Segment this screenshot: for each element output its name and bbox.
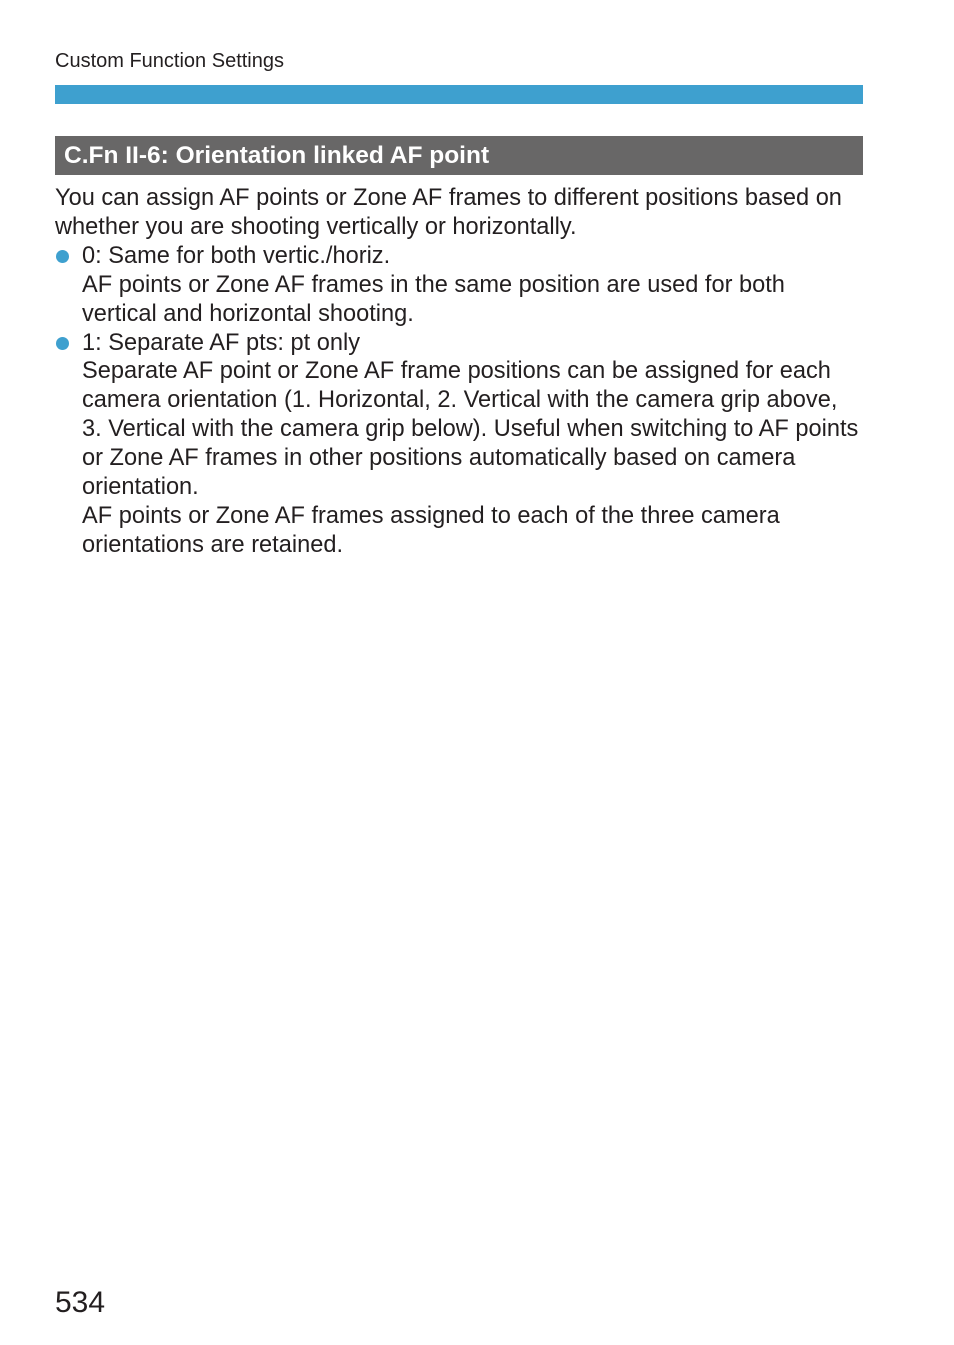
- section-title-bar: [55, 136, 863, 175]
- page-number: 534: [55, 1286, 106, 1319]
- option-description: AF points or Zone AF frames in the same position are used for both vertical and horizontal shooting.: [82, 271, 785, 327]
- option-title: 0: Same for both vertic./horiz.: [82, 242, 391, 269]
- option-description: Separate AF point or Zone AF frame positions can be assigned for each camera orientation (1. Horizontal, 2. Vertical with the camera grip above, 3. Vertical with the camera grip below). Useful when switching to AF points or Zone AF frames in other positions automatically based on camera orientation.: [82, 358, 859, 501]
- running-header: Custom Function Settings: [55, 50, 284, 72]
- option-list: [55, 242, 863, 560]
- section-title: C.Fn II-6: Orientation linked AF point: [64, 142, 490, 169]
- header-accent-bar: [55, 85, 863, 104]
- option-title: 1: Separate AF pts: pt only: [82, 329, 361, 356]
- option-item-1: [55, 329, 863, 560]
- option-item-0: [55, 242, 863, 329]
- bullet-icon: [56, 337, 69, 350]
- page-content: [55, 184, 863, 560]
- option-description: AF points or Zone AF frames assigned to each of the three camera orientations are retained.: [82, 502, 780, 558]
- bullet-icon: [56, 250, 69, 263]
- intro-paragraph: You can assign AF points or Zone AF frames to different positions based on whether you are shooting vertically or horizontally.: [55, 185, 842, 240]
